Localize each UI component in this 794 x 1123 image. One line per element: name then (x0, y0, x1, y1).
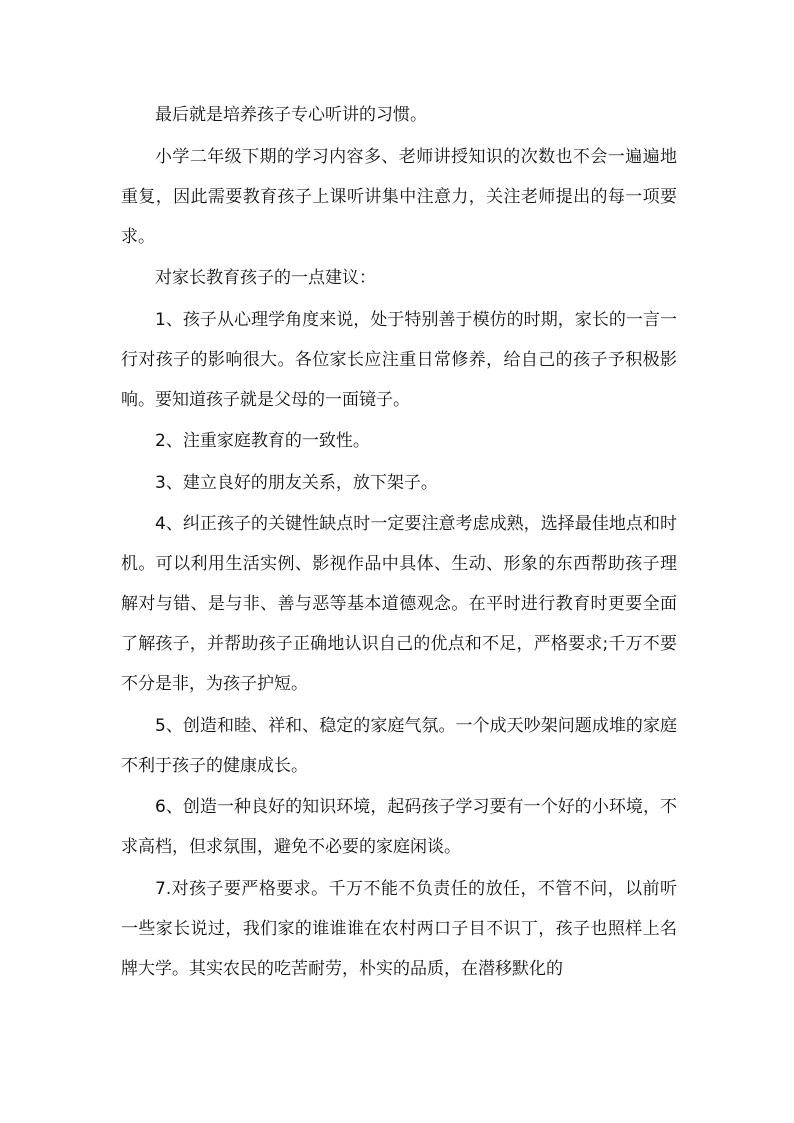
paragraph-suggestion-1: 1、孩子从心理学角度来说，处于特别善于模仿的时期，家长的一言一行对孩子的影响很大。各位家长应注重日常修养，给自己的孩子予积极影响。要知道孩子就是父母的一面镜子。 (121, 309, 677, 410)
paragraph-suggestion-6: 6、创造一种良好的知识环境，起码孩子学习要有一个好的小环境，不求高档，但求氛围，避免不必要的家庭闲谈。 (121, 797, 677, 857)
paragraph-grade-two-content: 小学二年级下期的学习内容多、老师讲授知识的次数也不会一遍遍地重复，因此需要教育孩子上课听讲集中注意力，关注老师提出的每一项要求。 (121, 146, 677, 247)
paragraph-suggestion-2: 2、注重家庭教育的一致性。 (155, 431, 370, 451)
paragraph-suggestion-7: 7.对孩子要严格要求。千万不能不负责任的放任，不管不问，以前听一些家长说过，我们家的谁谁谁在农村两口子目不识丁，孩子也照样上名牌大学。其实农民的吃苦耐劳，朴实的品质，在潜移默化的 (121, 878, 677, 979)
paragraph-suggestion-5: 5、创造和睦、祥和、稳定的家庭气氛。一个成天吵架问题成堆的家庭不利于孩子的健康成长。 (121, 715, 677, 776)
paragraph-closing-habit: 最后就是培养孩子专心听讲的习惯。 (155, 105, 427, 125)
document-body (121, 95, 677, 990)
paragraph-suggestion-4: 4、纠正孩子的关键性缺点时一定要注意考虑成熟，选择最佳地点和时机。可以利用生活实例、影视作品中具体、生动、形象的东西帮助孩子理解对与错、是与非、善与恶等基本道德观念。在平时进行教育时更要全面了解孩子，并帮助孩子正确地认识自己的优点和不足，严格要求;千万不要不分是非，为孩子护短。 (121, 514, 677, 694)
paragraph-suggestions-heading: 对家长教育孩子的一点建议： (155, 268, 376, 288)
paragraph-suggestion-3: 3、建立良好的朋友关系，放下架子。 (155, 472, 438, 493)
